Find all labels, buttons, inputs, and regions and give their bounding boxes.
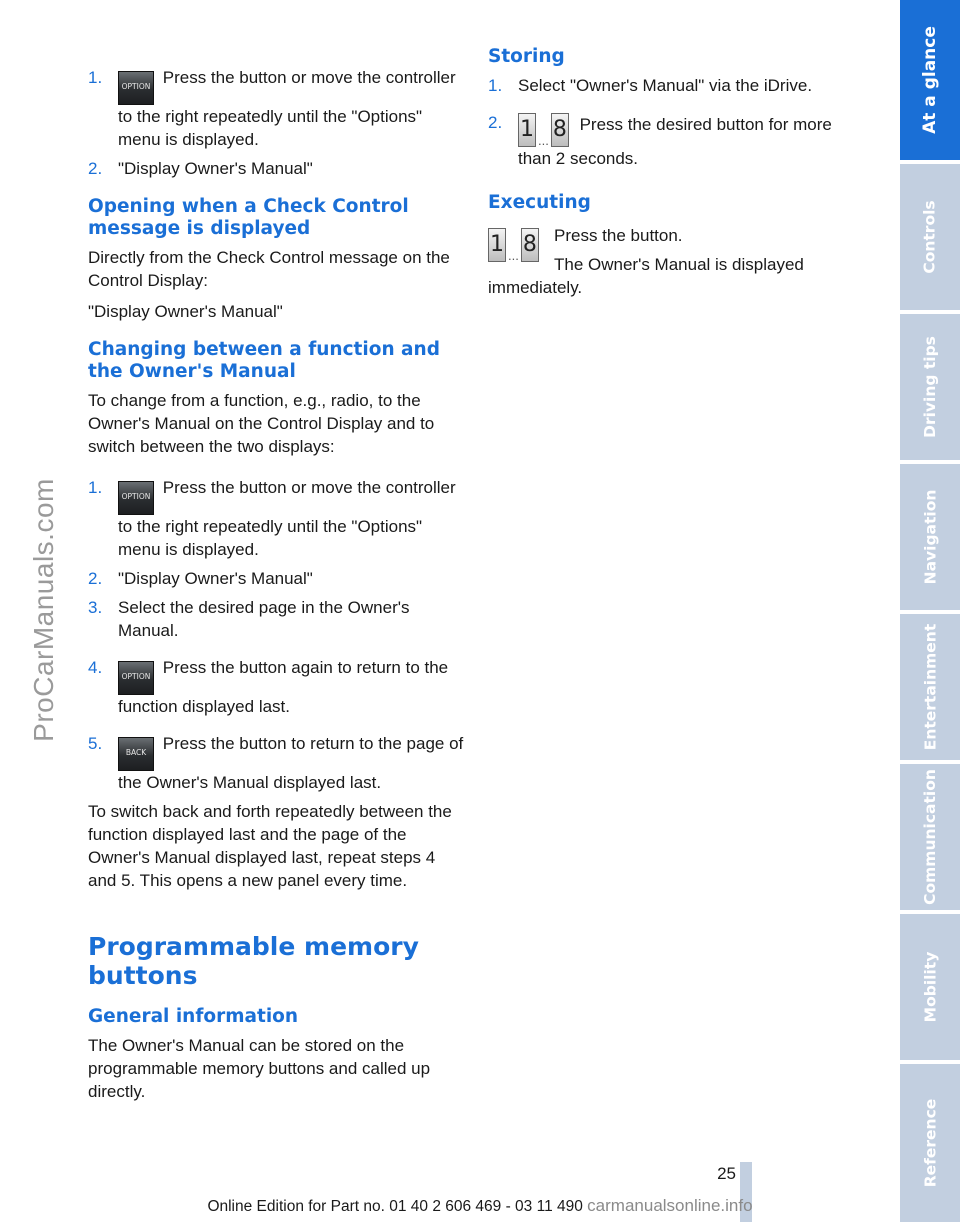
step-number: 1.	[88, 478, 103, 497]
memory-key-1: 1	[488, 228, 506, 262]
step-text: Select "Owner's Manual" via the iDrive.	[518, 76, 813, 95]
step-number: 2.	[88, 569, 103, 588]
option-button-icon: OPTION	[118, 481, 154, 515]
list-item	[488, 111, 858, 170]
step-number: 1.	[488, 76, 503, 95]
heading-check-control: Opening when a Check Control message is displayed	[88, 196, 409, 239]
memory-key-8: 8	[521, 228, 539, 262]
storing-steps-list	[488, 74, 858, 170]
back-button-icon: BACK	[118, 737, 154, 771]
right-column	[488, 46, 858, 299]
executing-block	[488, 224, 858, 299]
chapter-tabs	[900, 0, 960, 1222]
heading-general-information: General information	[88, 1006, 299, 1027]
paragraph: Press the button.	[554, 226, 683, 245]
tab-mobility[interactable]: Mobility	[900, 914, 960, 1060]
list-item	[88, 732, 464, 794]
step-number: 1.	[88, 68, 103, 87]
footer-source[interactable]: carmanualsonline.info	[587, 1196, 753, 1215]
list-item	[88, 567, 464, 590]
footer	[0, 1196, 960, 1216]
changing-steps-list	[88, 476, 464, 794]
list-item	[88, 656, 464, 718]
option-button-icon: OPTION	[118, 71, 154, 105]
options-steps-list	[88, 66, 464, 180]
step-text: "Display Owner's Manual"	[118, 159, 313, 178]
step-number: 5.	[88, 734, 103, 753]
watermark	[24, 460, 64, 760]
step-text: Select the desired page in the Owner's Manual.	[118, 598, 410, 640]
option-button-icon: OPTION	[118, 661, 154, 695]
step-text: Press the button or move the controller to the right repeatedly until the "Options" menu is displayed.	[118, 68, 456, 149]
heading-storing: Storing	[488, 46, 565, 67]
memory-buttons-icon	[488, 226, 539, 262]
heading-executing: Executing	[488, 192, 591, 213]
tab-communication[interactable]: Communication	[900, 764, 960, 910]
list-item	[88, 476, 464, 561]
memory-buttons-icon	[518, 111, 569, 147]
watermark-text: ProCarManuals.com	[28, 478, 60, 742]
memory-dots: ...	[508, 248, 519, 263]
paragraph: Directly from the Check Control message on the Control Display:	[88, 248, 450, 290]
step-text: Press the button to return to the page of the Owner's Manual displayed last.	[118, 734, 464, 792]
tab-driving-tips[interactable]: Driving tips	[900, 314, 960, 460]
page-number: 25	[717, 1164, 736, 1183]
heading-changing: Changing between a function and the Owner's Manual	[88, 339, 440, 382]
tab-entertainment[interactable]: Entertainment	[900, 614, 960, 760]
list-item	[88, 66, 464, 151]
step-text: Press the button again to return to the function displayed last.	[118, 658, 449, 716]
memory-key-8: 8	[551, 113, 569, 147]
tab-reference[interactable]: Reference	[900, 1064, 960, 1222]
tab-at-a-glance[interactable]: At a glance	[900, 0, 960, 160]
step-text: Press the desired button for more than 2 seconds.	[518, 115, 832, 168]
tab-navigation[interactable]: Navigation	[900, 464, 960, 610]
paragraph: The Owner's Manual is displayed immediately.	[488, 255, 804, 297]
tab-controls[interactable]: Controls	[900, 164, 960, 310]
footer-text: Online Edition for Part no. 01 40 2 606 469 - 03 11 490	[207, 1198, 583, 1215]
left-column	[88, 66, 464, 1111]
step-number: 2.	[88, 159, 103, 178]
paragraph: To switch back and forth repeatedly between the function displayed last and the page of the Owner's Manual displayed last, repeat steps 4 and 5. This opens a new panel every time.	[88, 802, 452, 890]
list-item	[488, 74, 858, 97]
list-item	[88, 596, 464, 642]
paragraph: "Display Owner's Manual"	[88, 302, 283, 321]
step-number: 4.	[88, 658, 103, 677]
heading-programmable-memory: Programmable memory buttons	[88, 932, 419, 990]
paragraph: The Owner's Manual can be stored on the programmable memory buttons and called up directly.	[88, 1036, 431, 1101]
step-number: 2.	[488, 113, 503, 132]
step-text: "Display Owner's Manual"	[118, 569, 313, 588]
memory-dots: ...	[538, 133, 549, 148]
list-item	[88, 157, 464, 180]
paragraph: To change from a function, e.g., radio, to the Owner's Manual on the Control Display and to switch between the two displays:	[88, 391, 435, 456]
step-text: Press the button or move the controller to the right repeatedly until the "Options" menu is displayed.	[118, 478, 456, 559]
memory-key-1: 1	[518, 113, 536, 147]
step-number: 3.	[88, 598, 103, 617]
